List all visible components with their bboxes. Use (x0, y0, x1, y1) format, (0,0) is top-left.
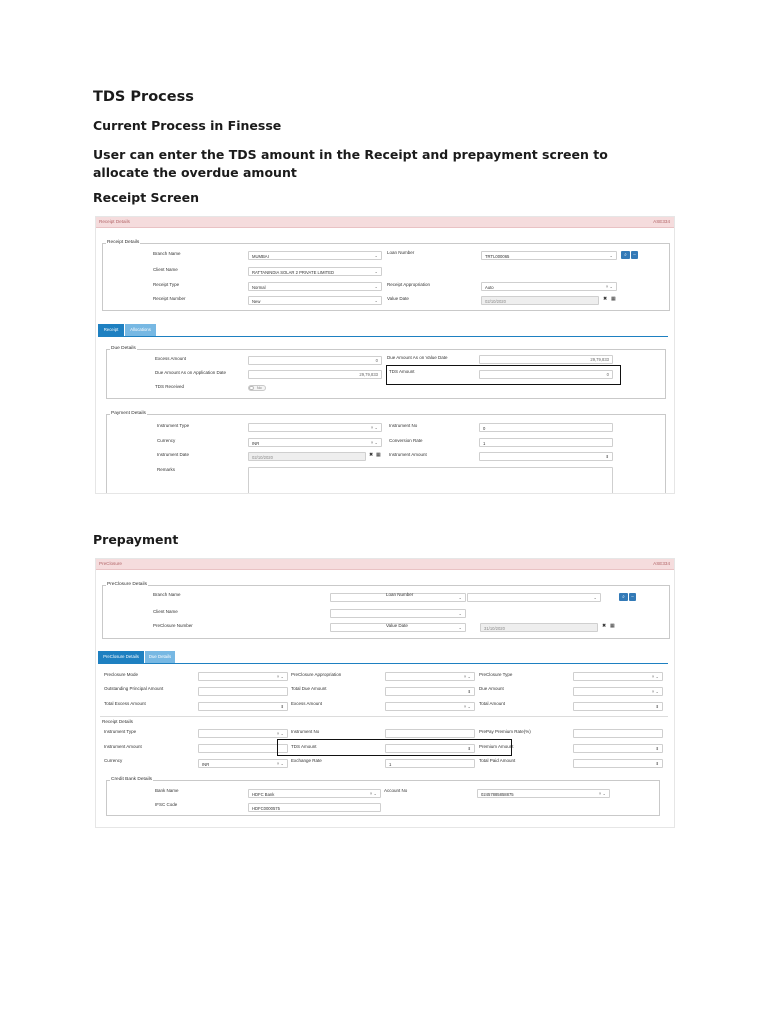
toggle-knob (249, 386, 254, 390)
spinner-icon: ⬍ (655, 746, 659, 751)
due-amount-label: Due Amount (479, 686, 504, 691)
pc-value-date-label: Value Date (386, 623, 408, 628)
receipt-details-legend: Receipt Details (107, 240, 140, 245)
pc-instrument-amount-input[interactable] (198, 744, 288, 753)
search-icon: ⌕ (622, 594, 625, 599)
excess-amount-value: 0 (375, 358, 378, 363)
pc-clear-loan-button[interactable] (629, 593, 636, 601)
pc-search-button[interactable] (619, 593, 628, 601)
total-paid-label: Total Paid Amount (479, 758, 516, 763)
instrument-date-input[interactable] (248, 452, 366, 461)
premium-amount-label: Premium Amount (479, 744, 514, 749)
tds-amount-highlight (386, 365, 621, 385)
value-date-label: Value Date (387, 296, 409, 301)
excess-amount-select[interactable] (385, 702, 475, 711)
account-no-label: Account No (384, 788, 408, 793)
branch-name-select[interactable] (248, 251, 382, 260)
chevron-down-icon: ⌄ (374, 298, 378, 303)
search-button[interactable] (621, 251, 630, 259)
clear-date-icon[interactable]: ✖ (602, 623, 607, 629)
loan-number-label: Loan Number (387, 250, 415, 255)
spinner-icon: ⬍ (467, 746, 471, 751)
total-excess-input[interactable] (198, 702, 288, 711)
receipt-number-select[interactable] (248, 296, 382, 305)
clear-dropdown-icon: × ⌄ (463, 674, 471, 679)
tab-allocations[interactable]: Allocations (125, 324, 156, 336)
exchange-rate-input[interactable] (385, 759, 475, 768)
spinner-icon: ⬍ (280, 704, 284, 709)
instrument-amount-input[interactable] (479, 452, 613, 461)
client-name-value: RATTANINDIA SOLAR 2 PRIVATE LIMITED (252, 269, 335, 275)
loan-number-value: TRTL000065 (485, 253, 510, 259)
receipt-number-label: Receipt Number (153, 296, 186, 301)
spinner-icon: ⬍ (655, 761, 659, 766)
instrument-date-value: 02/10/2020 (252, 454, 273, 460)
receipt-type-select[interactable] (248, 282, 382, 291)
due-amount-app-label: Due Amount As on Application Date (155, 370, 227, 375)
clear-dropdown-icon: × ⌄ (369, 791, 377, 796)
pc-loan-number-label: Loan Number (386, 592, 414, 597)
minus-icon: – (633, 252, 636, 257)
preclosure-details-legend: PreClosure Details (107, 582, 147, 587)
payment-details-fieldset (106, 411, 666, 494)
prepay-header-bar (96, 559, 674, 570)
pc-client-name-select[interactable] (330, 609, 466, 618)
pc-instrument-no-label: Instrument No (291, 729, 320, 734)
preclosure-mode-label: Preclosure Mode (104, 672, 139, 677)
preclosure-number-label: PreClosure Number (153, 623, 193, 628)
chevron-down-icon: ⌄ (458, 625, 462, 630)
loan-number-select[interactable] (481, 251, 617, 260)
calendar-icon[interactable]: ▦ (611, 296, 616, 302)
currency-label: Currency (157, 438, 176, 443)
tds-amount-label: TDS Amount (389, 369, 415, 374)
ifsc-value: HDFC0000575 (252, 805, 280, 811)
remarks-textarea[interactable] (248, 467, 613, 494)
prepay-tabs (98, 651, 658, 663)
receipt-details-sublabel: Receipt Details (102, 719, 133, 724)
account-no-value: 02457885858875 (481, 791, 514, 797)
outstanding-principal-label: Outstanding Principal Amount (104, 686, 164, 691)
clear-date-icon[interactable]: ✖ (369, 452, 374, 458)
pc-instrument-amount-label: Instrument Amount (104, 744, 142, 749)
tds-amount-value: 0 (606, 372, 609, 377)
excess-amount-input[interactable] (248, 356, 382, 365)
pc-tds-amount-label: TDS Amount (291, 744, 317, 749)
tab-receipt[interactable]: Receipt (98, 324, 124, 336)
outstanding-principal-input[interactable] (198, 687, 288, 696)
clear-dropdown-icon: × ⌄ (276, 761, 284, 766)
clear-dropdown-icon: × ⌄ (463, 704, 471, 709)
receipt-tabs (98, 324, 658, 336)
clear-dropdown-icon: × ⌄ (651, 674, 659, 679)
calendar-icon[interactable]: ▦ (610, 623, 615, 629)
doc-paragraph: User can enter the TDS amount in the Receipt and prepayment screen to allocate the overdue amount (93, 147, 608, 180)
receipt-type-label: Receipt Type (153, 282, 180, 287)
tab-preclosure-details[interactable]: PreClosure Details (98, 651, 144, 663)
clear-dropdown-icon: × ⌄ (598, 791, 606, 796)
due-amount-app-input[interactable] (248, 370, 382, 379)
client-name-select[interactable] (248, 267, 382, 276)
value-date-input[interactable] (481, 296, 599, 305)
clear-dropdown-icon: × ⌄ (276, 731, 284, 736)
prepayment-heading: Prepayment (93, 532, 179, 547)
pc-currency-value: INR (202, 761, 210, 767)
chevron-down-icon: ⌄ (609, 253, 613, 258)
bank-name-select[interactable] (248, 789, 381, 798)
search-icon: ⌕ (624, 252, 627, 257)
preclosure-mode-select[interactable] (198, 672, 288, 681)
due-amount-value-input[interactable] (479, 355, 613, 364)
prepay-header-code: ASE334 (653, 561, 670, 566)
doc-subtitle: Current Process in Finesse (93, 118, 282, 133)
pc-tds-amount-highlight (277, 739, 512, 756)
payment-details-legend: Payment Details (111, 411, 146, 416)
pc-currency-select[interactable] (198, 759, 288, 768)
spinner-icon: ⬍ (467, 689, 471, 694)
receipt-appropriation-select[interactable] (481, 282, 617, 291)
due-amount-value-value: 29,79,833 (590, 357, 609, 362)
currency-select[interactable] (248, 438, 382, 447)
branch-name-value: MUMBAI (252, 253, 269, 259)
client-name-label: Client Name (153, 267, 178, 272)
chevron-down-icon: ⌄ (593, 595, 597, 600)
clear-dropdown-icon: × ⌄ (370, 440, 378, 445)
remarks-label: Remarks (157, 467, 176, 472)
section-divider (100, 716, 668, 717)
credit-bank-legend: Credit Bank Details (111, 777, 153, 782)
instrument-no-input[interactable] (479, 423, 613, 432)
instrument-no-label: Instrument No (389, 423, 418, 428)
clear-dropdown-icon: × ⌄ (370, 425, 378, 430)
preclosure-details-fieldset (102, 582, 670, 639)
prepay-header-title: PreClosure (99, 561, 122, 566)
minus-icon: – (631, 594, 634, 599)
receipt-screenshot (95, 216, 675, 494)
total-amount-input[interactable] (573, 702, 663, 711)
chevron-down-icon: ⌄ (374, 284, 378, 289)
receipt-appropriation-value: Auto (485, 284, 494, 290)
clear-dropdown-icon: × ⌄ (651, 689, 659, 694)
currency-value: INR (252, 440, 260, 446)
premium-amount-input[interactable] (573, 744, 663, 753)
tab-due-details[interactable]: Due Details (145, 651, 175, 663)
exchange-rate-label: Exchange Rate (291, 758, 322, 763)
chevron-down-icon: ⌄ (374, 269, 378, 274)
prepay-premium-rate-input[interactable] (573, 729, 663, 738)
total-excess-label: Total Excess Amount (104, 701, 146, 706)
pc-loan-number-select[interactable] (467, 593, 601, 602)
instrument-no-value: 0 (483, 425, 486, 431)
calendar-icon[interactable]: ▦ (376, 452, 381, 458)
instrument-type-select[interactable] (248, 423, 382, 432)
ifsc-input[interactable] (248, 803, 381, 812)
clear-loan-button[interactable] (631, 251, 638, 259)
chevron-down-icon: ⌄ (458, 595, 462, 600)
receipt-header-code: ASE334 (653, 219, 670, 224)
instrument-date-label: Instrument Date (157, 452, 190, 457)
receipt-appropriation-label: Receipt Appropriation (387, 282, 431, 287)
preclosure-type-label: PreClosure Type (479, 672, 513, 677)
pc-instrument-no-input[interactable] (385, 729, 475, 738)
tds-received-toggle[interactable] (248, 385, 266, 391)
total-paid-input[interactable] (573, 759, 663, 768)
conversion-rate-label: Conversion Rate (389, 438, 423, 443)
pc-value-date-input[interactable] (480, 623, 598, 632)
receipt-heading: Receipt Screen (93, 190, 199, 205)
receipt-details-fieldset (102, 240, 670, 311)
preclosure-type-select[interactable] (573, 672, 663, 681)
pc-currency-label: Currency (104, 758, 123, 763)
tds-received-value: No (257, 386, 262, 390)
prepay-premium-rate-label: PrePay Premium Rate(%) (479, 729, 531, 734)
pc-branch-name-label: Branch Name (153, 592, 181, 597)
pc-value-date-value: 31/10/2020 (484, 625, 505, 631)
instrument-type-label: Instrument Type (157, 423, 190, 428)
credit-bank-fieldset (106, 777, 660, 816)
due-amount-value-label: Due Amount As on Value Date (387, 355, 448, 360)
chevron-down-icon: ⌄ (374, 253, 378, 258)
chevron-down-icon: ⌄ (458, 611, 462, 616)
preclosure-appropriation-select[interactable] (385, 672, 475, 681)
spinner-icon: ⬍ (655, 704, 659, 709)
receipt-type-value: Normal (252, 284, 266, 290)
receipt-number-value: New (252, 298, 261, 304)
receipt-header-title: Receipt Details (99, 219, 130, 224)
tds-received-label: TDS Received (155, 384, 185, 389)
pc-instrument-type-select[interactable] (198, 729, 288, 738)
exchange-rate-value: 1 (389, 761, 392, 767)
ifsc-label: IFSC Code (155, 802, 178, 807)
due-details-legend: Due Details (111, 346, 136, 351)
tab-underline (98, 336, 668, 337)
doc-title: TDS Process (93, 89, 194, 105)
pc-client-name-label: Client Name (153, 609, 178, 614)
instrument-amount-label: Instrument Amount (389, 452, 427, 457)
branch-name-label: Branch Name (153, 251, 181, 256)
total-due-input[interactable] (385, 687, 475, 696)
preclosure-appropriation-label: PreClosure Appropriation (291, 672, 342, 677)
clear-dropdown-icon: × ⌄ (276, 674, 284, 679)
bank-name-value: HDFC Bank (252, 791, 275, 797)
prepayment-screenshot (95, 558, 675, 828)
excess-amount-label: Excess Amount (155, 356, 187, 361)
due-amount-app-value: 29,79,833 (359, 372, 378, 377)
conversion-rate-input[interactable] (479, 438, 613, 447)
spinner-icon: ⬍ (605, 454, 609, 459)
pc-instrument-type-label: Instrument Type (104, 729, 137, 734)
bank-name-label: Bank Name (155, 788, 179, 793)
tab-underline (98, 663, 668, 664)
total-amount-label: Total Amount (479, 701, 506, 706)
total-due-label: Total Due Amount (291, 686, 327, 691)
due-amount-select[interactable] (573, 687, 663, 696)
excess-amount-label: Excess Amount (291, 701, 323, 706)
clear-dropdown-icon: × ⌄ (605, 284, 613, 289)
clear-date-icon[interactable]: ✖ (603, 296, 608, 302)
conversion-rate-value: 1 (483, 440, 486, 446)
account-no-select[interactable] (477, 789, 610, 798)
value-date-value: 02/10/2020 (485, 298, 506, 304)
receipt-header-bar (96, 217, 674, 228)
